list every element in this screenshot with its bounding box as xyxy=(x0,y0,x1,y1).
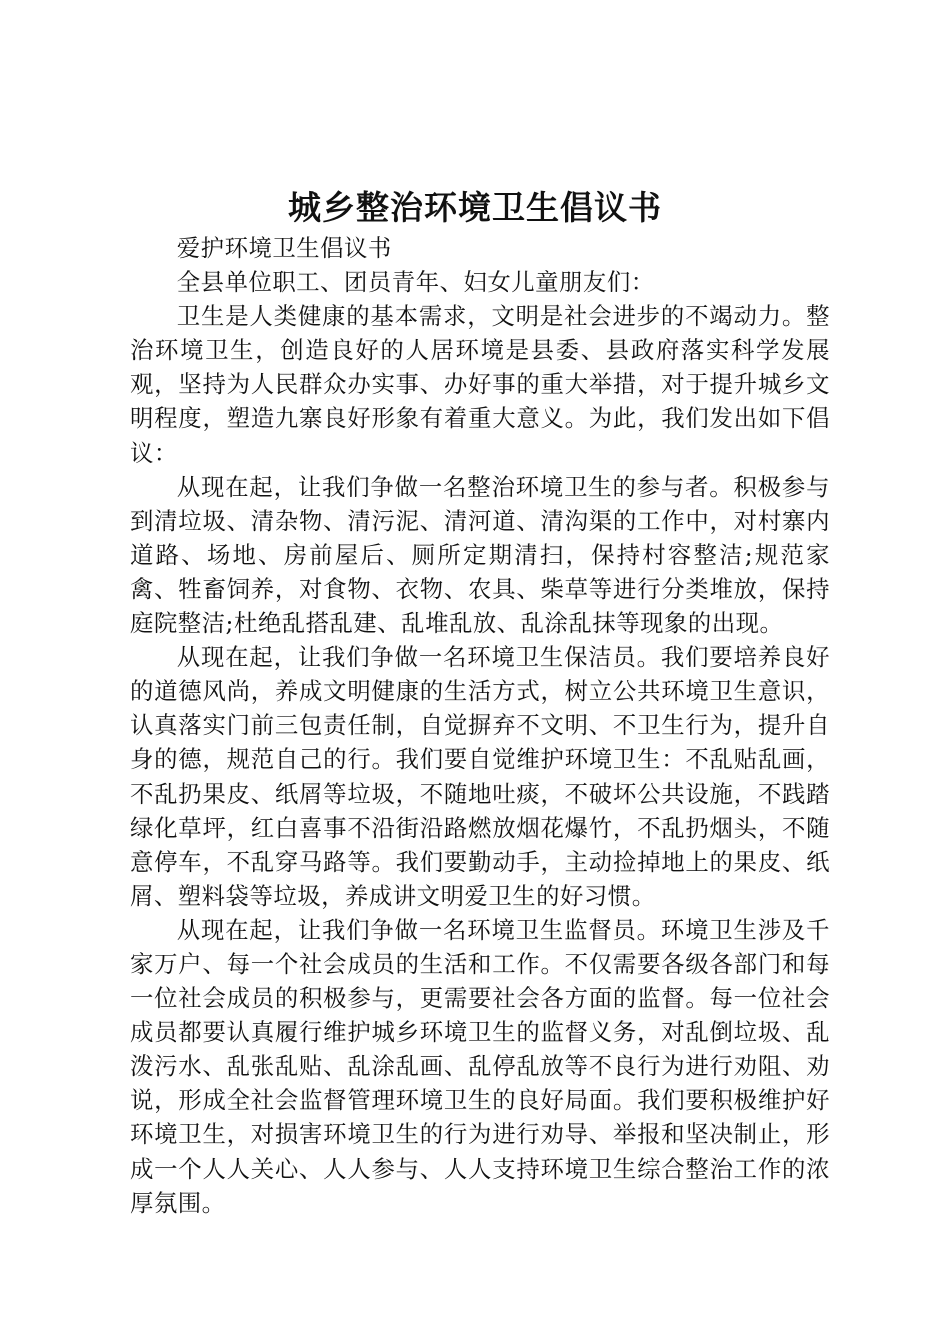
subtitle-paragraph: 爱护环境卫生倡议书 xyxy=(176,234,392,262)
intro-paragraph: 卫生是人类健康的基本需求，文明是社会进步的不竭动力。整治环境卫生，创造良好的人居环境是县委、县政府落实科学发展观，坚持为人民群众办实事、办好事的重大举措，对于提升城乡文明程度，塑造九寨良好形象有着重大意义。为此，我们发出如下倡议： xyxy=(130,302,830,467)
salutation-paragraph: 全县单位职工、团员青年、妇女儿童朋友们： xyxy=(176,268,655,297)
cleaner-paragraph: 从现在起，让我们争做一名环境卫生保洁员。我们要培养良好的道德风尚，养成文明健康的生活方式，树立公共环境卫生意识，认真落实门前三包责任制，自觉摒弃不文明、不卫生行为，提升自身的德，规范自己的行。我们要自觉维护环境卫生：不乱贴乱画，不乱扔果皮、纸屑等垃圾，不随地吐痰，不破坏公共设施，不践踏绿化草坪，红白喜事不沿街沿路燃放烟花爆竹，不乱扔烟头，不随意停车，不乱穿马路等。我们要勤动手，主动捡掉地上的果皮、纸屑、塑料袋等垃圾，养成讲文明爱卫生的好习惯。 xyxy=(130,643,830,910)
document-title: 城乡整治环境卫生倡议书 xyxy=(288,188,662,227)
document-body xyxy=(130,231,830,1220)
supervisor-paragraph: 从现在起，让我们争做一名环境卫生监督员。环境卫生涉及千家万户、每一个社会成员的生活和工作。不仅需要各级各部门和每一位社会成员的积极参与，更需要社会各方面的监督。每一位社会成员都要认真履行维护城乡环境卫生的监督义务，对乱倒垃圾、乱泼污水、乱张乱贴、乱涂乱画、乱停乱放等不良行为进行劝阻、劝说，形成全社会监督管理环境卫生的良好局面。我们要积极维护好环境卫生，对损害环境卫生的行为进行劝导、举报和坚决制止，形成一个人人关心、人人参与、人人支持环境卫生综合整治工作的浓厚氛围。 xyxy=(130,915,830,1217)
participant-paragraph: 从现在起，让我们争做一名整治环境卫生的参与者。积极参与到清垃圾、清杂物、清污泥、清河道、清沟渠的工作中，对村寨内道路、场地、房前屋后、厕所定期清扫，保持村容整洁;规范家禽、牲畜饲养，对食物、衣物、农具、柴草等进行分类堆放，保持庭院整洁;杜绝乱搭乱建、乱堆乱放、乱涂乱抹等现象的出现。 xyxy=(130,472,830,638)
